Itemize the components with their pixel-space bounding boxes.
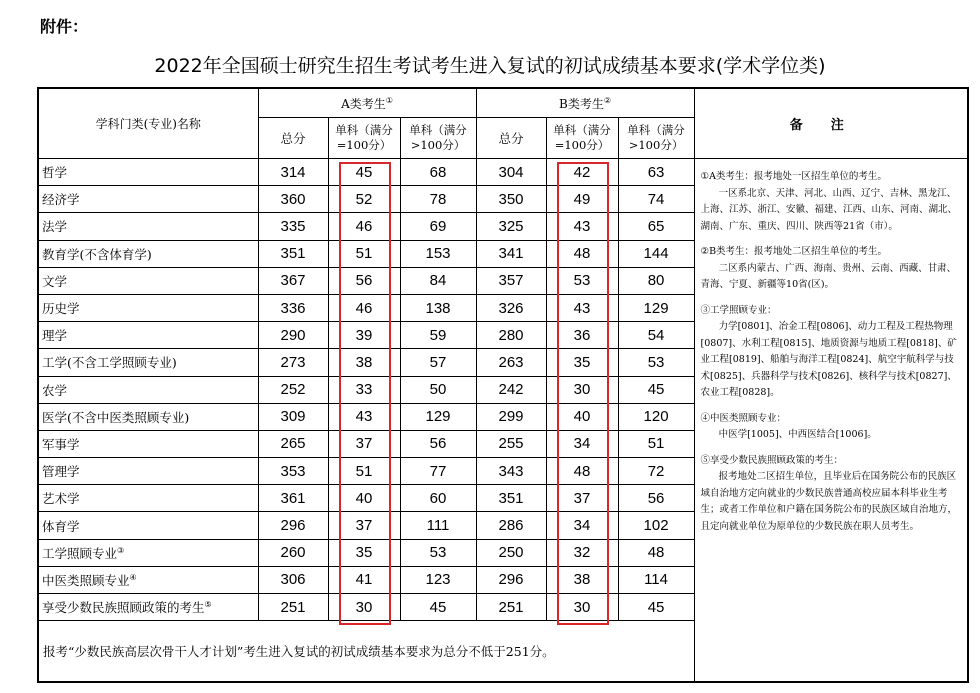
remarks-notes — [694, 159, 968, 683]
note-item — [701, 169, 964, 235]
a-100-cell: 51 — [328, 458, 400, 485]
a-100-cell: 45 — [328, 159, 400, 186]
note-heading: ④中医类照顾专业： — [700, 412, 787, 424]
a-100-cell: 40 — [328, 485, 400, 512]
a-100-cell: 30 — [328, 594, 400, 621]
a-gt100-cell: 153 — [400, 240, 476, 267]
subject-name-cell: 艺术学 — [38, 485, 258, 512]
b-total-cell: 250 — [476, 539, 546, 566]
note-heading: ⑤享受少数民族照顾政策的考生： — [700, 454, 844, 466]
b-total-cell: 251 — [476, 594, 546, 621]
a-100-cell: 38 — [328, 349, 400, 376]
b-total-cell: 296 — [476, 566, 546, 593]
a-total-cell: 361 — [258, 485, 328, 512]
a-gt100-cell: 138 — [400, 294, 476, 321]
a-100-cell: 37 — [328, 430, 400, 457]
note-heading: ①A类考生：报考地处一区招生单位的考生。 — [700, 171, 887, 182]
a-total-cell: 251 — [258, 594, 328, 621]
footer-note: 报考“少数民族高层次骨干人才计划”考生进入复试的初试成绩基本要求为总分不低于251分。 — [38, 621, 694, 683]
a-gt100-cell: 56 — [400, 430, 476, 457]
b-gt100-cell: 74 — [618, 186, 694, 213]
b-100-cell: 36 — [546, 322, 618, 349]
b-total-cell: 351 — [476, 485, 546, 512]
subject-name-cell: 历史学 — [38, 294, 258, 321]
b-total-cell: 304 — [476, 159, 546, 186]
a-gt100-cell: 50 — [400, 376, 476, 403]
attachment-label: 附件： — [40, 17, 89, 36]
b-100-cell: 43 — [546, 294, 618, 321]
b-gt100-cell: 65 — [618, 213, 694, 240]
a-100-cell: 46 — [328, 294, 400, 321]
b-gt100-cell: 80 — [618, 267, 694, 294]
b-100-cell: 42 — [546, 159, 618, 186]
a-100-cell: 56 — [328, 267, 400, 294]
subject-name-cell: 农学 — [38, 376, 258, 403]
note-heading: ③工学照顾专业： — [700, 304, 777, 316]
subject-column-header: 学科门类(专业)名称 — [38, 88, 258, 159]
b-total-header: 总分 — [476, 118, 546, 159]
a-total-cell: 336 — [258, 294, 328, 321]
b-total-cell: 299 — [476, 403, 546, 430]
a-single-gt100-header: 单科（满分 >100分） — [400, 118, 476, 159]
a-total-cell: 290 — [258, 322, 328, 349]
b-single-100-header: 单科（满分 =100分） — [546, 118, 618, 159]
b-total-cell: 242 — [476, 376, 546, 403]
page-title: 2022年全国硕士研究生招生考试考生进入复试的初试成绩基本要求(学术学位类) — [154, 55, 826, 77]
a-gt100-cell: 111 — [400, 512, 476, 539]
subject-name-cell: 体育学 — [38, 512, 258, 539]
subject-name-cell: 哲学 — [38, 159, 258, 186]
a-100-cell: 43 — [328, 403, 400, 430]
b-gt100-cell: 63 — [618, 159, 694, 186]
b-100-cell: 30 — [546, 594, 618, 621]
a-total-cell: 309 — [258, 403, 328, 430]
b-gt100-cell: 114 — [618, 566, 694, 593]
subject-name-cell: 军事学 — [38, 430, 258, 457]
b-total-cell: 263 — [476, 349, 546, 376]
a-total-cell: 353 — [258, 458, 328, 485]
b-100-cell: 40 — [546, 403, 618, 430]
a-gt100-cell: 78 — [400, 186, 476, 213]
a-total-header: 总分 — [258, 118, 328, 159]
a-gt100-cell: 57 — [400, 349, 476, 376]
b-total-cell: 326 — [476, 294, 546, 321]
b-gt100-cell: 51 — [618, 430, 694, 457]
a-gt100-cell: 84 — [400, 267, 476, 294]
b-total-cell: 350 — [476, 186, 546, 213]
b-100-cell: 38 — [546, 566, 618, 593]
b-gt100-cell: 120 — [618, 403, 694, 430]
a-100-cell: 33 — [328, 376, 400, 403]
a-gt100-cell: 77 — [400, 458, 476, 485]
b-100-cell: 30 — [546, 376, 618, 403]
b-total-cell: 343 — [476, 458, 546, 485]
b-total-cell: 255 — [476, 430, 546, 457]
a-total-cell: 360 — [258, 186, 328, 213]
subject-name-cell: 理学 — [38, 322, 258, 349]
note-body: 报考地处二区招生单位，且毕业后在国务院公布的民族区域自治地方定向就业的少数民族普通高校应届本科毕业生考生；或者工作单位和户籍在国务院公布的民族区域自治地方，且定向就业单位为原单位的少数民族在职人员考生。 — [700, 471, 958, 532]
a-100-cell: 39 — [328, 322, 400, 349]
b-gt100-cell: 53 — [618, 349, 694, 376]
a-total-cell: 314 — [258, 159, 328, 186]
note-body: 力学[0801]、冶金工程[0806]、动力工程及工程热物理[0807]、水利工程[0815]、地质资源与地质工程[0818]、矿业工程[0819]、船舶与海洋工程[0824]、航空宇航科学与技术[0825]、兵器科学与技术[0826]、核科学与技术[0827]、农业工程[0828]。 — [700, 321, 957, 398]
b-100-cell: 32 — [546, 539, 618, 566]
b-total-cell: 286 — [476, 512, 546, 539]
a-gt100-cell: 59 — [400, 322, 476, 349]
b-gt100-cell: 54 — [618, 322, 694, 349]
note-item — [701, 303, 964, 402]
subject-name-cell: 文学 — [38, 267, 258, 294]
b-total-cell: 325 — [476, 213, 546, 240]
note-item — [701, 411, 964, 444]
b-100-cell: 49 — [546, 186, 618, 213]
b-gt100-cell: 45 — [618, 594, 694, 621]
note-body: 中医学[1005]、中西医结合[1006]。 — [718, 429, 877, 440]
a-gt100-cell: 60 — [400, 485, 476, 512]
b-gt100-cell: 102 — [618, 512, 694, 539]
b-gt100-cell: 72 — [618, 458, 694, 485]
b-gt100-cell: 48 — [618, 539, 694, 566]
a-total-cell: 296 — [258, 512, 328, 539]
score-table — [37, 87, 969, 683]
note-body: 一区系北京、天津、河北、山西、辽宁、吉林、黑龙江、上海、江苏、浙江、安徽、福建、江西、山东、河南、湖北、湖南、广东、重庆、四川、陕西等21省（市）。 — [700, 187, 958, 232]
b-100-cell: 34 — [546, 512, 618, 539]
subject-name-cell: 管理学 — [38, 458, 258, 485]
a-100-cell: 37 — [328, 512, 400, 539]
b-gt100-cell: 45 — [618, 376, 694, 403]
table-row — [38, 159, 968, 186]
a-total-cell: 335 — [258, 213, 328, 240]
subject-name-cell: 工学(不含工学照顾专业) — [38, 349, 258, 376]
a-gt100-cell: 123 — [400, 566, 476, 593]
highlight-box-b — [557, 162, 609, 625]
a-total-cell: 273 — [258, 349, 328, 376]
b-100-cell: 35 — [546, 349, 618, 376]
a-100-cell: 35 — [328, 539, 400, 566]
a-100-cell: 52 — [328, 186, 400, 213]
subject-name-cell: 享受少数民族照顾政策的考生⑤ — [38, 594, 258, 621]
note-body: 二区系内蒙古、广西、海南、贵州、云南、西藏、甘肃、青海、宁夏、新疆等10省(区)。 — [700, 262, 957, 290]
a-total-cell: 252 — [258, 376, 328, 403]
b-single-gt100-header: 单科（满分 >100分） — [618, 118, 694, 159]
a-100-cell: 46 — [328, 213, 400, 240]
a-single-100-header: 单科（满分 =100分） — [328, 118, 400, 159]
remarks-header: 备注 — [694, 88, 968, 159]
a-total-cell: 367 — [258, 267, 328, 294]
highlight-box-a — [339, 162, 391, 625]
a-gt100-cell: 53 — [400, 539, 476, 566]
subject-name-cell: 教育学(不含体育学) — [38, 240, 258, 267]
b-total-cell: 341 — [476, 240, 546, 267]
b-total-cell: 280 — [476, 322, 546, 349]
a-gt100-cell: 69 — [400, 213, 476, 240]
b-gt100-cell: 129 — [618, 294, 694, 321]
a-gt100-cell: 129 — [400, 403, 476, 430]
b-100-cell: 48 — [546, 240, 618, 267]
group-a-header: A类考生① — [258, 88, 476, 118]
a-100-cell: 51 — [328, 240, 400, 267]
a-total-cell: 260 — [258, 539, 328, 566]
a-total-cell: 306 — [258, 566, 328, 593]
subject-name-cell: 中医类照顾专业④ — [38, 566, 258, 593]
note-item — [701, 244, 964, 294]
b-100-cell: 53 — [546, 267, 618, 294]
b-100-cell: 43 — [546, 213, 618, 240]
b-100-cell: 37 — [546, 485, 618, 512]
b-100-cell: 34 — [546, 430, 618, 457]
a-total-cell: 265 — [258, 430, 328, 457]
a-gt100-cell: 68 — [400, 159, 476, 186]
b-gt100-cell: 144 — [618, 240, 694, 267]
b-100-cell: 48 — [546, 458, 618, 485]
a-gt100-cell: 45 — [400, 594, 476, 621]
subject-name-cell: 工学照顾专业③ — [38, 539, 258, 566]
note-heading: ②B类考生：报考地处二区招生单位的考生。 — [700, 246, 888, 257]
b-gt100-cell: 56 — [618, 485, 694, 512]
group-b-header: B类考生② — [476, 88, 694, 118]
note-item — [701, 453, 964, 536]
a-100-cell: 41 — [328, 566, 400, 593]
b-total-cell: 357 — [476, 267, 546, 294]
a-total-cell: 351 — [258, 240, 328, 267]
subject-name-cell: 经济学 — [38, 186, 258, 213]
subject-name-cell: 医学(不含中医类照顾专业) — [38, 403, 258, 430]
subject-name-cell: 法学 — [38, 213, 258, 240]
